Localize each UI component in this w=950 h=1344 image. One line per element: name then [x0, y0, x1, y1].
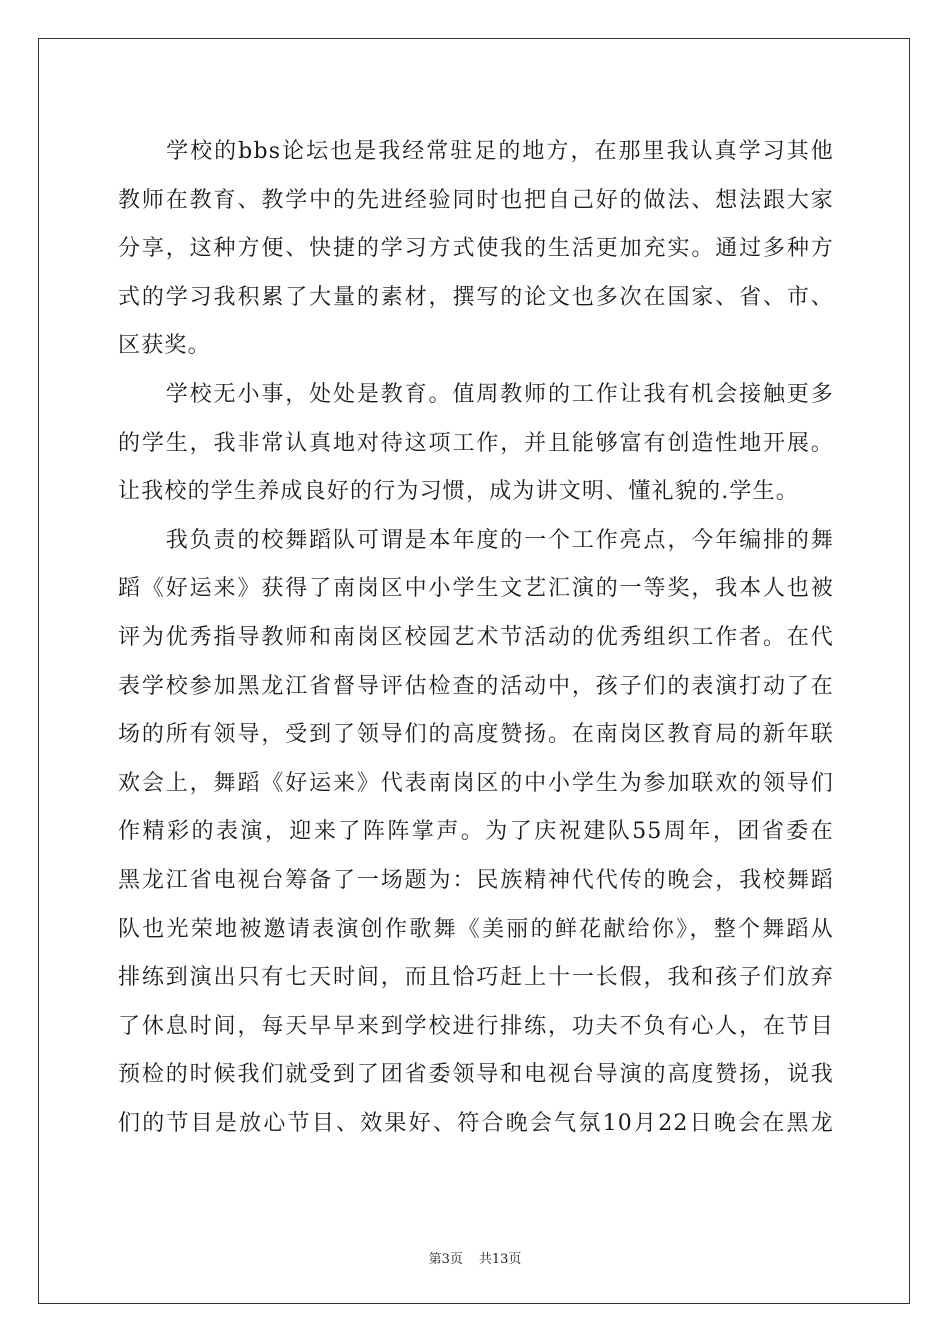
text-line: 让我校的学生养成良好的行为习惯，成为讲文明、懂礼貌的.学生。 [118, 479, 799, 505]
text-line: 表学校参加黑龙江省督导评估检查的活动中，孩子们的表演打动了在 [118, 673, 834, 699]
text-line: 教师在教育、教学中的先进经验同时也把自己好的做法、想法跟大家 [118, 187, 834, 213]
current-page-number: 第3页 [428, 1252, 463, 1267]
text-line: 评为优秀指导教师和南岗区校园艺术节活动的优秀组织工作者。在代 [118, 624, 834, 650]
text-line: 了休息时间，每天早早来到学校进行排练，功夫不负有心人，在节目 [118, 1013, 834, 1039]
text-line: 黑龙江省电视台筹备了一场题为：民族精神代代传的晚会，我校舞蹈 [118, 867, 834, 893]
text-line: 排练到演出只有七天时间，而且恰巧赶上十一长假，我和孩子们放弃 [118, 965, 834, 991]
text-line: 区获奖。 [118, 333, 211, 359]
text-line: 分享，这种方便、快捷的学习方式使我的生活更加充实。通过多种方 [118, 236, 834, 262]
text-line: 学校无小事，处处是教育。值周教师的工作让我有机会接触更多 [118, 381, 834, 407]
text-line: 蹈《好运来》获得了南岗区中小学生文艺汇演的一等奖，我本人也被 [118, 576, 834, 602]
text-line: 我负责的校舞蹈队可谓是本年度的一个工作亮点，今年编排的舞 [118, 527, 834, 553]
text-line: 式的学习我积累了大量的素材，撰写的论文也多次在国家、省、市、 [118, 284, 834, 310]
text-line: 学校的bbs论坛也是我经常驻足的地方，在那里我认真学习其他 [118, 139, 834, 164]
text-line: 场的所有领导，受到了领导们的高度赞扬。在南岗区教育局的新年联 [118, 722, 834, 748]
text-line: 们的节目是放心节目、效果好、符合晚会气氛10月22日晚会在黑龙 [118, 1110, 834, 1136]
text-line: 作精彩的表演，迎来了阵阵掌声。为了庆祝建队55周年，团省委在 [118, 819, 834, 845]
text-line: 队也光荣地被邀请表演创作歌舞《美丽的鲜花献给你》，整个舞蹈从 [118, 916, 834, 942]
text-line: 欢会上，舞蹈《好运来》代表南岗区的中小学生为参加联欢的领导们 [118, 770, 834, 796]
text-line: 的学生，我非常认真地对待这项工作，并且能够富有创造性地开展。 [118, 430, 834, 456]
document-body [118, 128, 834, 1148]
total-page-count: 共13页 [478, 1252, 522, 1267]
text-line: 预检的时候我们就受到了团省委领导和电视台导演的高度赞扬，说我 [118, 1062, 834, 1088]
page-footer [0, 1248, 950, 1267]
